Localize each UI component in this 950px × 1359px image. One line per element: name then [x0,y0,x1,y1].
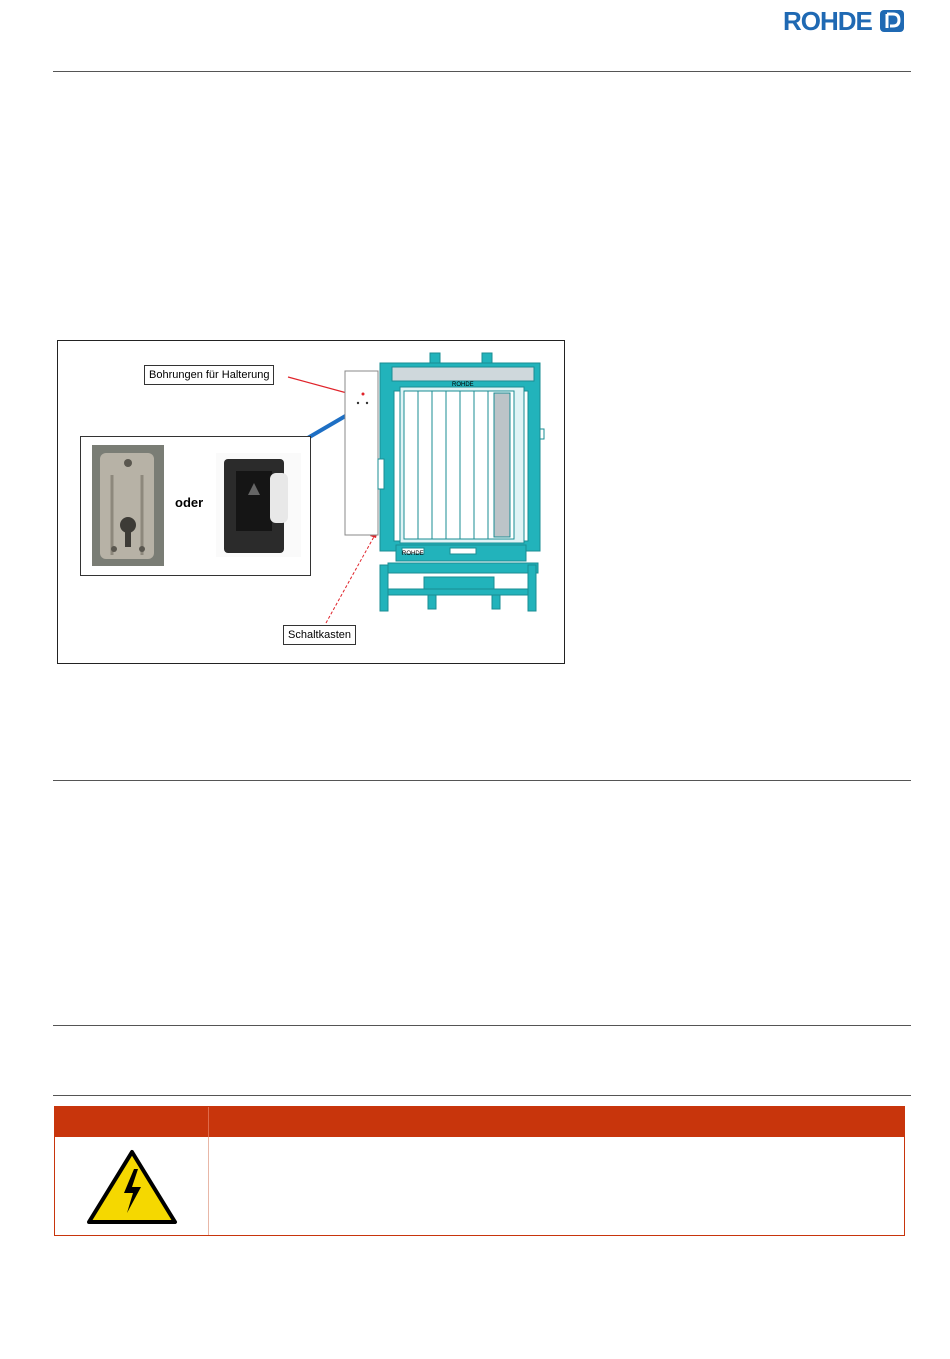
section-rule-2 [53,1025,911,1026]
metal-bracket-image [92,445,164,566]
section-rule-1 [53,780,911,781]
or-separator: oder [175,495,204,510]
mounting-figure [57,340,565,664]
callout-drill-holes: Bohrungen für Halterung [144,365,274,385]
callout-switch-box: Schaltkasten [283,625,356,645]
warning-header-divider [208,1107,209,1137]
bracket-inset [80,436,311,576]
logo-text: ROHDE [783,6,872,36]
logo-mark-icon [879,9,905,33]
plastic-holder-image [216,453,301,557]
switch-box [345,371,378,535]
section-rule-3 [53,1095,911,1096]
warning-column-divider [208,1137,209,1235]
rohde-logo [783,6,909,36]
high-voltage-warning-icon [86,1149,178,1225]
machine-label-top: ROHDE [452,382,474,388]
furnace [378,353,544,611]
machine-label-bottom: ROHDE [402,551,424,557]
header-rule [53,71,911,72]
red-arrow-bottom [326,533,376,623]
warning-header-bar [55,1107,904,1137]
danger-warning-box [54,1106,905,1236]
